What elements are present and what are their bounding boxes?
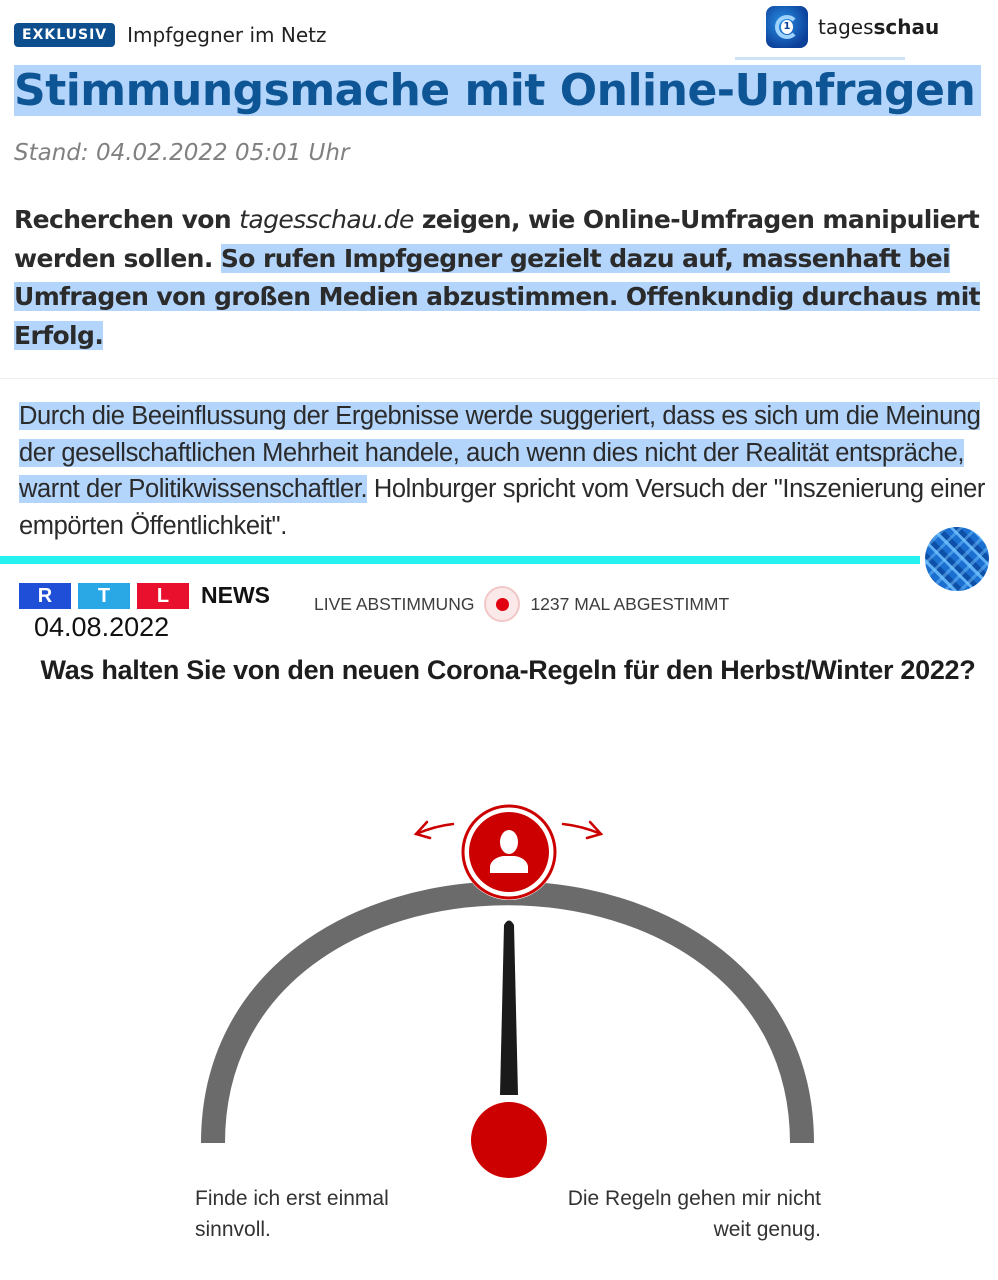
ard-one-logo-icon: 1 (766, 6, 808, 48)
gauge-right-option[interactable]: Die Regeln gehen mir nicht weit genug. (567, 1187, 821, 1241)
live-record-icon (484, 586, 520, 622)
poll-gauge[interactable] (0, 780, 998, 1180)
tagesschau-wordmark: tagesschau (818, 15, 940, 39)
rtl-news-logo (19, 582, 270, 609)
pattern-sticker-icon (925, 527, 989, 591)
vote-count: 1237 MAL ABGESTIMMT (530, 593, 730, 614)
article-title: Stimmungsmache mit Online-Umfragen (14, 58, 985, 124)
gauge-pivot (471, 1102, 547, 1178)
article-header (14, 20, 327, 50)
live-poll-status (314, 586, 729, 622)
rtl-news-label: NEWS (201, 582, 270, 608)
gauge-needle (500, 921, 518, 1096)
highlighted-text: So rufen Impfgegner gezielt dazu auf, massenhaft bei Umfragen von großen Medien abzustimmen. Offenkundig durchaus mit Erfolg. (14, 243, 981, 350)
live-label: LIVE ABSTIMMUNG (314, 593, 475, 614)
tagesschau-logo[interactable] (766, 6, 939, 48)
rtl-r-block: R (19, 583, 71, 609)
poll-question: Was halten Sie von den neuen Corona-Regeln für den Herbst/Winter 2022? (40, 655, 976, 685)
rtl-t-block: T (78, 583, 130, 609)
gauge-left-option[interactable]: Finde ich erst einmal sinnvoll. (195, 1187, 389, 1241)
section-divider (0, 378, 998, 379)
collage-divider-line (0, 556, 920, 564)
exclusive-badge: EXKLUSIV (14, 23, 115, 47)
arrow-right-icon (563, 822, 601, 838)
slider-handle[interactable] (461, 804, 557, 900)
article-timestamp: Stand: 04.02.2022 05:01 Uhr (14, 140, 350, 166)
arrow-left-icon (416, 822, 453, 838)
poll-date: 04.08.2022 (34, 612, 170, 642)
article-quote-paragraph: Durch die Beeinflussung der Ergebnisse werde suggeriert, dass es sich um die Meinung der gesellschaftlichen Mehrheit handele, auch wenn dies nicht der Realität entspräche, warnt der Politikwissenschaftler. Holnburger spricht vom Versuch der "Inszenierung einer empörten Öffentlichkeit". (19, 402, 985, 540)
rtl-l-block: L (137, 583, 189, 609)
article-kicker: Impfgegner im Netz (127, 23, 327, 47)
article-lead: Recherchen von tagesschau.de zeigen, wie Online-Umfragen manipuliert werden sollen. So rufen Impfgegner gezielt dazu auf, massenhaft bei Umfragen von großen Medien abzustimmen. Offenkundig durchaus mit Erfolg. (14, 205, 981, 350)
highlighted-text: Durch die Beeinflussung der Ergebnisse werde suggeriert, dass es sich um die Meinung der gesellschaftlichen Mehrheit handele, auch wenn dies nicht der Realität entspräche, warnt der Politikwissenschaftler. (19, 402, 981, 503)
